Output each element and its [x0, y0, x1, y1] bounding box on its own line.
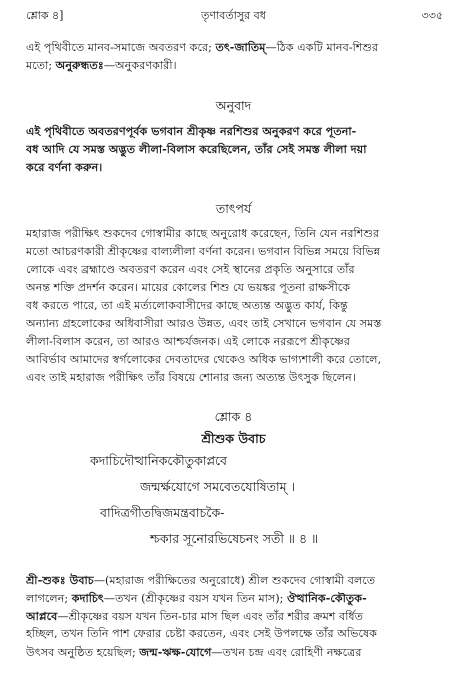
translation-line: এই পৃথিবীতে অবতরণপূর্বক ভগবান শ্রীকৃষ্ণ নরশিশুর অনুকরণ করে পূতনা- [26, 124, 357, 138]
synonym-line: আপ্লবে—শ্রীকৃষ্ণের বয়স যখন তিন-চার মাস ছিল এবং তাঁর শরীর ক্রমশ বর্ধিত [26, 609, 364, 623]
header-verse-ref: শ্লোক ৪] [26, 9, 64, 22]
header-chapter-title: তৃণাবর্তাসুর বধ [201, 9, 266, 22]
translation-line: বধ আদি যে সমস্ত অদ্ভুত লীলা-বিলাস করেছিলেন, তাঁর সেই সমস্ত লীলা দয়া [26, 142, 367, 156]
purport-line: অনন্ত শক্তি প্রদর্শন করেন। মায়ের কোলের শিশু যে ভয়ঙ্কর পূতনা রাক্ষসীকে [26, 281, 351, 294]
translation-heading: অনুবাদ [215, 98, 252, 113]
synonym-term: কদাচিৎ [71, 591, 104, 605]
verse-speaker: শ্রীশুক উবাচ [201, 431, 266, 446]
purport-line: আবির্ভাব আমাদের স্বর্গলোকের দেবতাদের থেকেও অধিক ভাগ্যশালী করে তোলে, [26, 353, 382, 366]
synonym-term: আপ্লবে [26, 609, 58, 623]
verse-line: কদাচিদৌত্থানিককৌতুকাপ্লবে [90, 453, 228, 468]
translation-line: করে বর্ণনা করুন। [26, 160, 103, 174]
synonym-term: অনুরুন্ধতঃ [55, 58, 104, 72]
page-number: ৩৩৫ [421, 9, 443, 22]
purport-line: মহারাজ পরীক্ষিৎ শুকদেব গোস্বামীর কাছে অনুরোধ করেছেন, তিনি যেন নরশিশুর [26, 227, 380, 240]
synonym-line: শ্রী-শুকঃ উবাচ—(মহারাজ পরীক্ষিতের অনুরোধে) শ্রীল শুকদেব গোস্বামী বলতে [26, 573, 376, 587]
purport-line: অন্যান্য গ্রহলোকের অধিবাসীরা আরও উন্নত, এবং তাই সেখানে ভগবান যে সমস্ত [26, 317, 382, 330]
synonym-term: শ্রী-শুকঃ উবাচ [26, 573, 94, 587]
purport-line: লীলা-বিলাস করেন, তা আরও আশ্চর্যজনক। এই লোকে নররূপে শ্রীকৃষ্ণের [26, 335, 351, 348]
synonym-term: ঔত্থানিক-কৌতুক- [287, 591, 367, 605]
purport-line: এবং তাই মহারাজ পরীক্ষিৎ তাঁর বিষয়ে শোনার জন্য অত্যন্ত উৎসুক ছিলেন। [26, 371, 356, 384]
verse-line: বাদিত্রগীতদ্বিজমন্ত্রবাচকৈ- [100, 505, 225, 520]
purport-line: লোকে এবং ব্রহ্মাণ্ডে অবতরণ করেন এবং সেই স্থানের প্রকৃতি অনুসারে তাঁর [26, 263, 355, 276]
purport-heading: তাৎপর্য [215, 201, 252, 216]
verse-line: জন্মর্ক্ষযোগে সমবেতযোষিতাম্ । [140, 479, 296, 494]
synonym-line: হচ্ছিল, তখন তিনি পাশ ফেরার চেষ্টা করতেন, এবং সেই উপলক্ষে তাঁর অভিষেক [26, 627, 377, 640]
synonym-line: মতো; অনুরুন্ধতঃ—অনুকরণকারী। [26, 58, 177, 72]
verse-title: শ্লোক ৪ [214, 409, 253, 424]
synonym-line: উৎসব অনুষ্ঠিত হয়েছিল; জন্ম-ঋক্ষ-যোগে—তখন চন্দ্র এবং রোহিণী নক্ষত্রের [26, 645, 362, 659]
purport-line: মতো আচরণকারী শ্রীকৃষ্ণের বাল্যলীলা বর্ণনা করেন। ভগবান বিভিন্ন সময়ে বিভিন্ন [26, 245, 381, 258]
purport-line: বধ করতে পারে, তা এই মর্ত্যলোকবাসীদের কাছে অত্যন্ত অদ্ভুত কার্য, কিন্তু [26, 299, 348, 312]
verse-line: শ্চকার সূনোরভিষেচনং সতী ॥ ৪ ॥ [150, 531, 319, 546]
synonym-line: লাগলেন; কদাচিৎ—তখন (শ্রীকৃষ্ণের বয়স যখন তিন মাস); ঔত্থানিক-কৌতুক- [26, 591, 367, 605]
synonym-term: জন্ম-ঋক্ষ-যোগে [139, 645, 212, 659]
synonym-line: এই পৃথিবীতে মানব-সমাজে অবতরণ করে; তৎ-জাতিম্—ঠিক একটি মানব-শিশুর [26, 40, 379, 54]
synonym-term: তৎ-জাতিম্ [215, 40, 266, 54]
